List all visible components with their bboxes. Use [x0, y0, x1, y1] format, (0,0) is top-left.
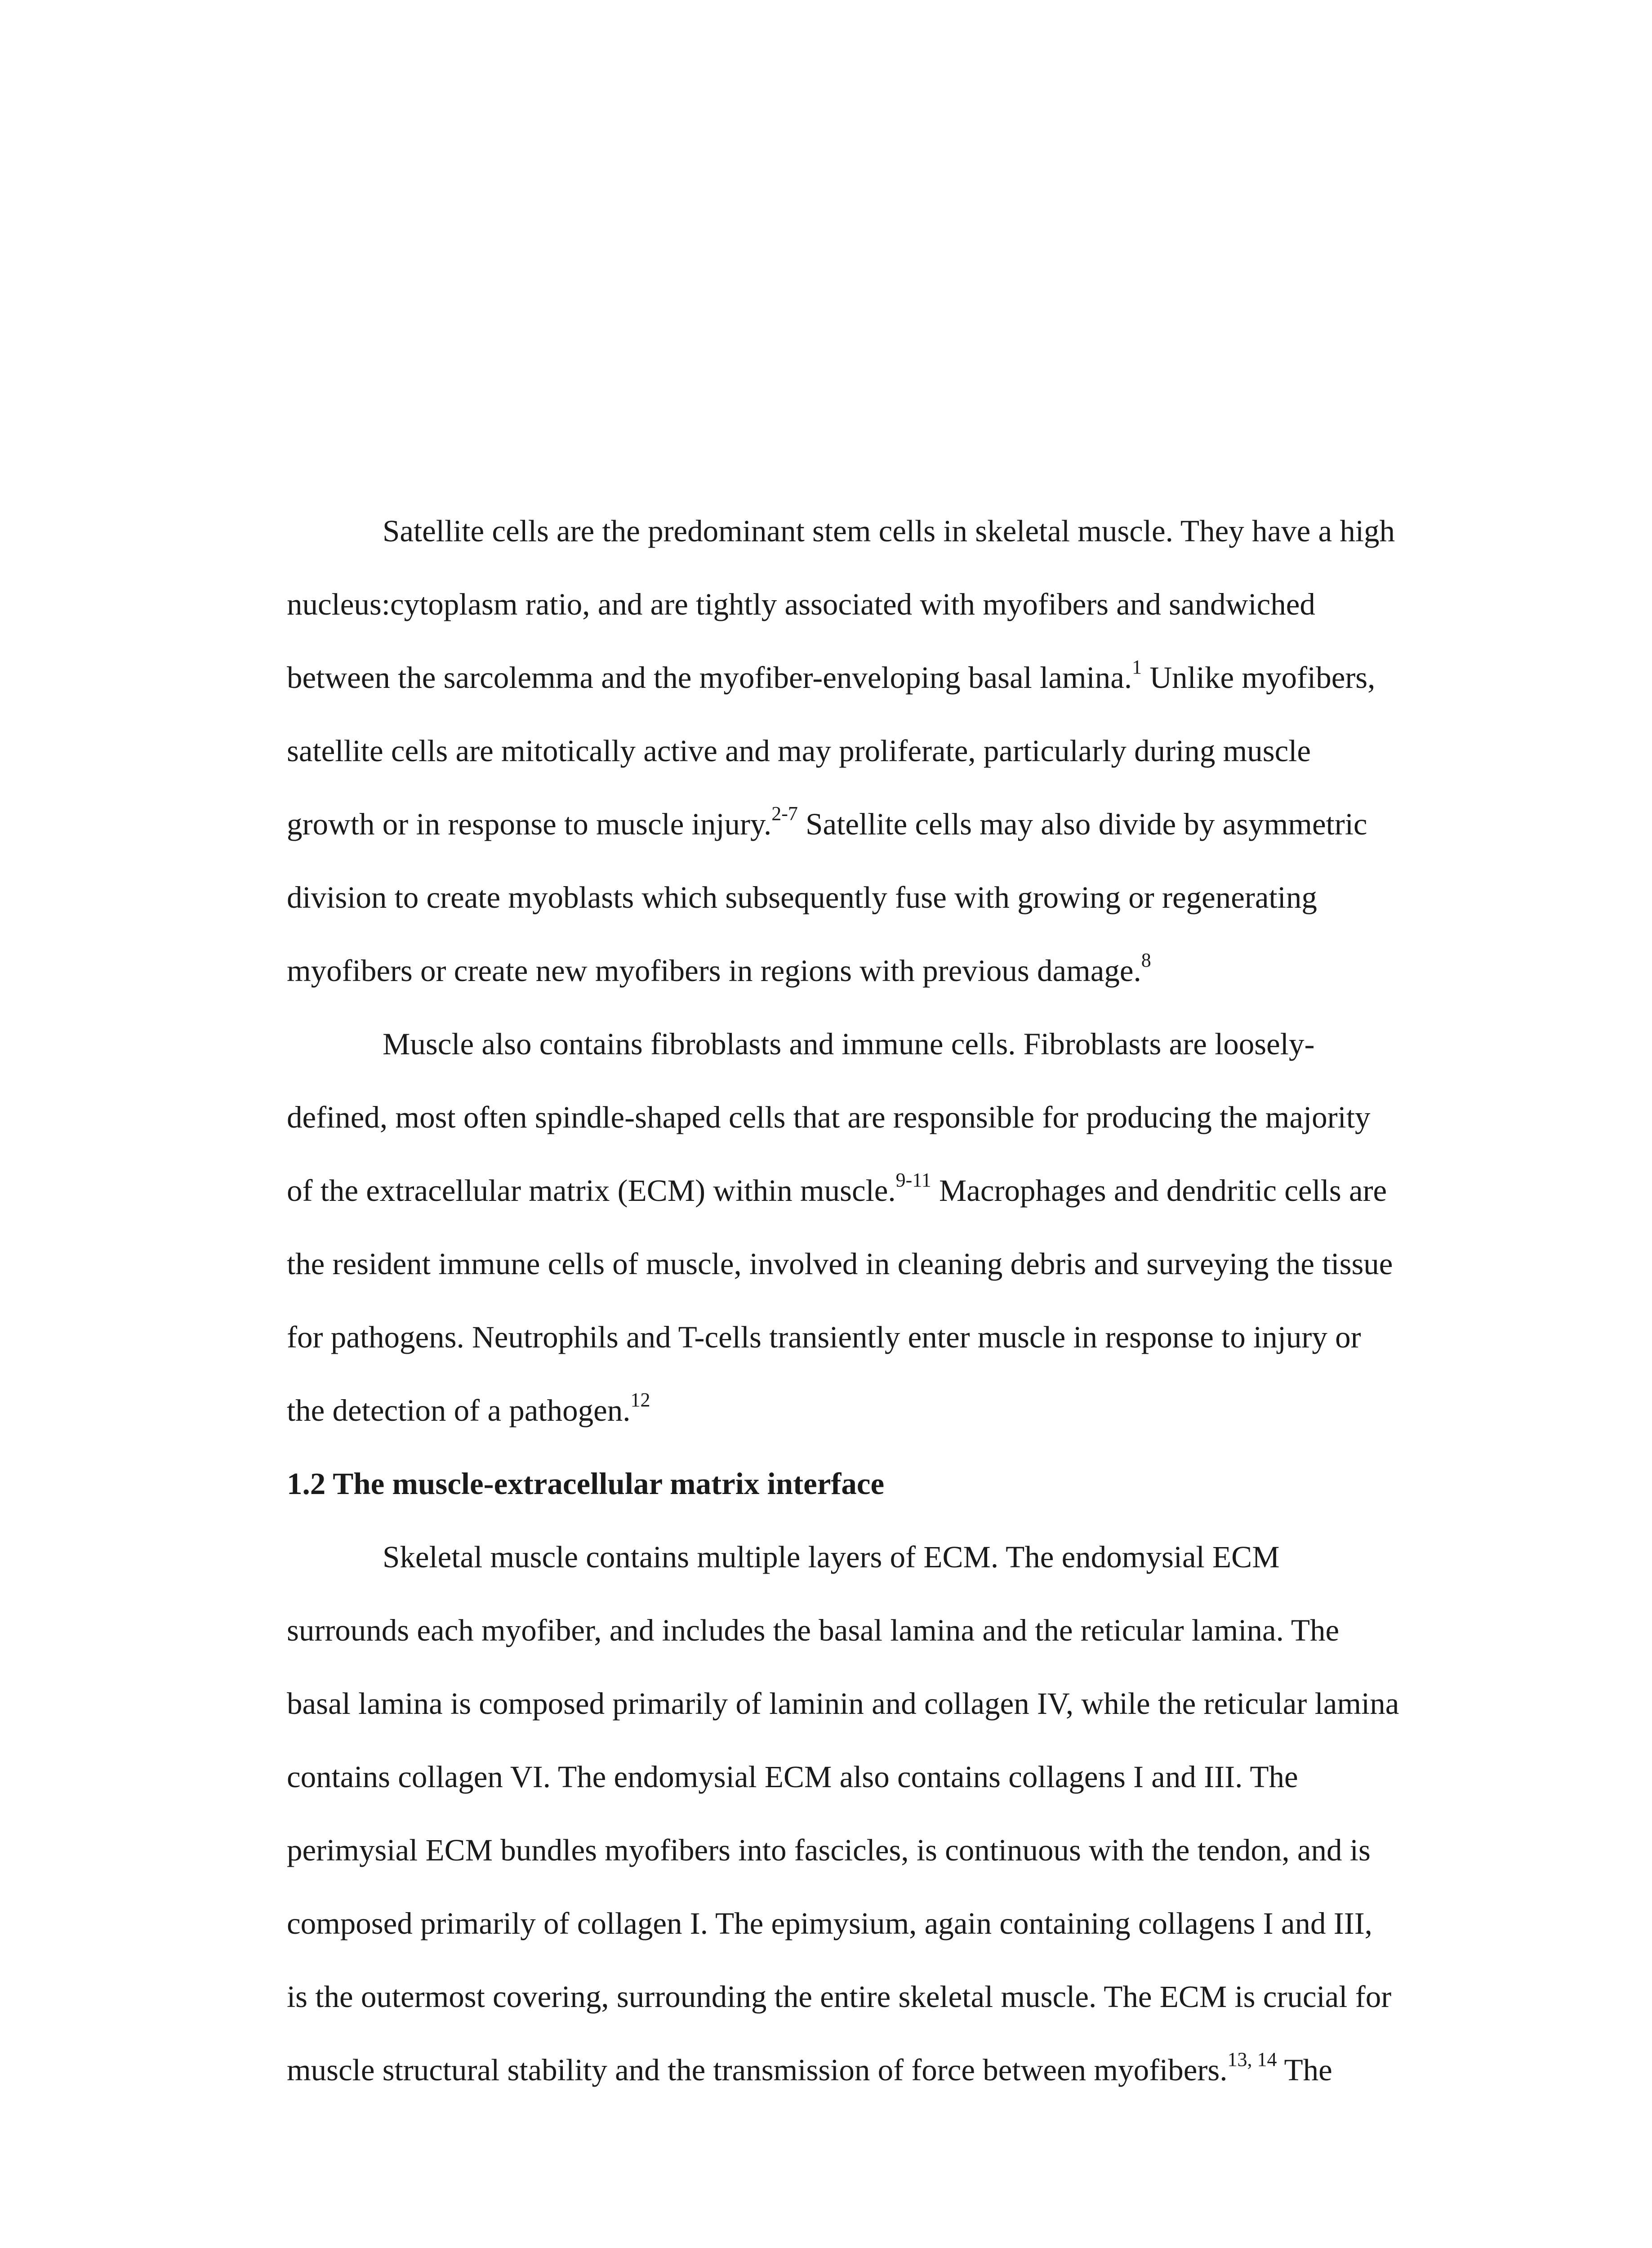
- text-run: Unlike myofibers,: [1142, 660, 1376, 695]
- citation-superscript: 8: [1141, 949, 1151, 971]
- text-line: [287, 714, 1438, 788]
- citation-superscript: 2-7: [771, 803, 798, 825]
- text-run: the resident immune cells of muscle, involved in cleaning debris and surveying the tissue: [287, 1247, 1393, 1281]
- text-line: [287, 1667, 1438, 1740]
- text-run: Satellite cells are the predominant stem cells in skeletal muscle. They have a high: [383, 514, 1395, 548]
- citation-superscript: 9-11: [895, 1169, 931, 1191]
- text-line: [287, 1301, 1438, 1374]
- text-line: [287, 1008, 1438, 1081]
- text-run: satellite cells are mitotically active and may proliferate, particularly during muscle: [287, 734, 1311, 768]
- text-run: basal lamina is composed primarily of laminin and collagen IV, while the reticular lamina: [287, 1686, 1399, 1721]
- text-run: of the extracellular matrix (ECM) within muscle.: [287, 1173, 896, 1208]
- text-line: [287, 1154, 1438, 1227]
- text-run: myofibers or create new myofibers in regions with previous damage.: [287, 954, 1141, 988]
- text-run: between the sarcolemma and the myofiber-enveloping basal lamina.: [287, 660, 1132, 695]
- text-line: [287, 1521, 1438, 1594]
- text-run: growth or in response to muscle injury.: [287, 807, 772, 841]
- text-line: [287, 1374, 1438, 1447]
- text-run: perimysial ECM bundles myofibers into fascicles, is continuous with the tendon, and is: [287, 1833, 1371, 1867]
- citation-superscript: 1: [1132, 656, 1142, 678]
- text-run: contains collagen VI. The endomysial ECM also contains collagens I and III. The: [287, 1760, 1298, 1794]
- text-line: [287, 861, 1438, 934]
- text-run: composed primarily of collagen I. The epimysium, again containing collagens I and III,: [287, 1906, 1372, 1940]
- text-line: [287, 1594, 1438, 1667]
- text-line: [287, 1740, 1438, 1814]
- text-line: [287, 934, 1438, 1008]
- text-line: [287, 1887, 1438, 1960]
- text-line: [287, 1081, 1438, 1154]
- text-line: [287, 1227, 1438, 1301]
- text-line: [287, 641, 1438, 714]
- text-run: for pathogens. Neutrophils and T-cells transiently enter muscle in response to injury or: [287, 1320, 1361, 1354]
- citation-superscript: 12: [630, 1389, 650, 1411]
- text-run: is the outermost covering, surrounding the entire skeletal muscle. The ECM is crucial for: [287, 1980, 1392, 2014]
- text-line: [287, 495, 1438, 568]
- text-run: division to create myoblasts which subsequently fuse with growing or regenerating: [287, 880, 1317, 914]
- text-line: [287, 1814, 1438, 1887]
- text-run: Skeletal muscle contains multiple layers of ECM. The endomysial ECM: [383, 1540, 1280, 1574]
- text-run: Muscle also contains fibroblasts and immune cells. Fibroblasts are loosely-: [383, 1027, 1315, 1061]
- text-line: [287, 2034, 1438, 2107]
- text-run: muscle structural stability and the transmission of force between myofibers.: [287, 2053, 1228, 2087]
- text-line: [287, 788, 1438, 861]
- section-heading: 1.2 The muscle-extracellular matrix interface: [287, 1467, 885, 1501]
- text-run: Macrophages and dendritic cells are: [931, 1173, 1387, 1208]
- body-text: [287, 495, 1438, 2107]
- text-line: [287, 1960, 1438, 2034]
- text-run: nucleus:cytoplasm ratio, and are tightly associated with myofibers and sandwiched: [287, 587, 1315, 621]
- text-line: [287, 568, 1438, 641]
- citation-superscript: 13, 14: [1227, 2048, 1277, 2070]
- text-run: Satellite cells may also divide by asymmetric: [797, 807, 1367, 841]
- text-run: defined, most often spindle-shaped cells that are responsible for producing the majority: [287, 1100, 1371, 1134]
- text-run: the detection of a pathogen.: [287, 1393, 631, 1427]
- text-run: surrounds each myofiber, and includes the basal lamina and the reticular lamina. The: [287, 1613, 1340, 1647]
- text-run: The: [1277, 2053, 1332, 2087]
